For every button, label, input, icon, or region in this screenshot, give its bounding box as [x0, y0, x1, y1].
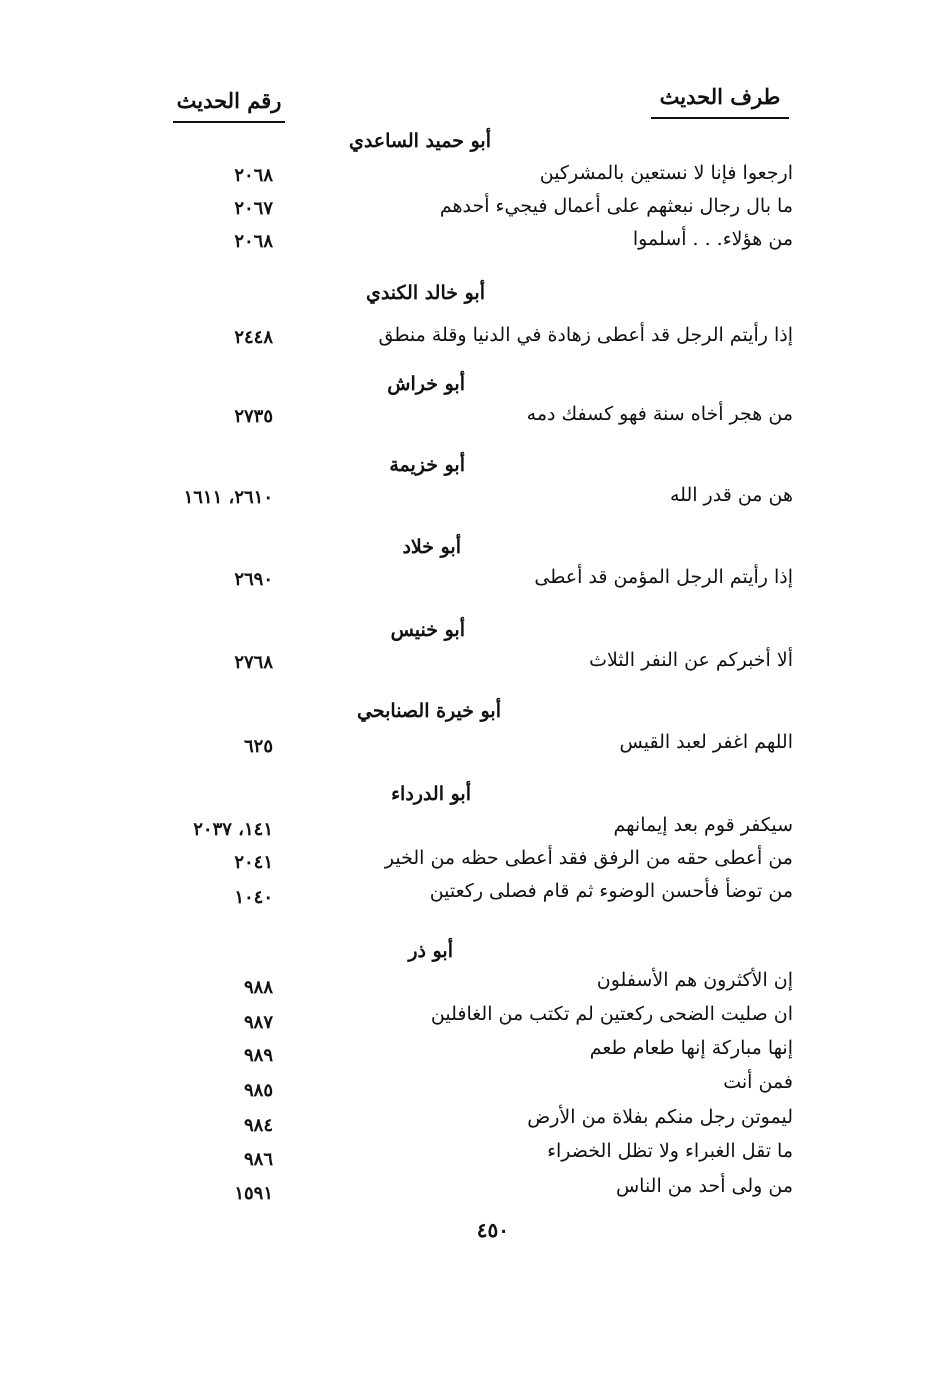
hadith-number: ٢٠٤١	[234, 852, 273, 873]
hadith-number: ٩٨٥	[243, 1080, 273, 1101]
narrator-heading: أبو ذر	[408, 940, 453, 962]
hadith-text: ألا أخبركم عن النفر الثلاث	[589, 649, 793, 671]
hadith-number: ٩٨٦	[243, 1149, 273, 1170]
hadith-number: ٢٠٦٧	[234, 198, 273, 219]
hadith-text: ما تقل الغبراء ولا تظل الخضراء	[547, 1140, 793, 1162]
hadith-number: ٢٧٣٥	[234, 406, 273, 427]
hadith-number: ١٠٤٠	[234, 887, 273, 908]
hadith-number: ٢٤٤٨	[234, 327, 273, 348]
page-number: ٤٥٠	[476, 1218, 509, 1242]
hadith-text: فمن أنت	[723, 1071, 793, 1093]
hadith-number: ٩٨٧	[243, 1012, 273, 1033]
hadith-text: إذا رأيتم الرجل قد أعطى زهادة في الدنيا وقلة منطق	[378, 324, 793, 346]
hadith-number: ٢٧٦٨	[234, 652, 273, 673]
hadith-number: ١٥٩١	[234, 1183, 273, 1204]
hadith-text: من ولى أحد من الناس	[615, 1175, 793, 1197]
hadith-text: ليموتن رجل منكم بفلاة من الأرض	[527, 1106, 793, 1128]
hadith-text: ما بال رجال نبعثهم على أعمال فيجيء أحدهم	[439, 195, 793, 217]
hadith-number: ٢٦٩٠	[234, 569, 273, 590]
narrator-heading: أبو خيرة الصنابحي	[357, 700, 501, 722]
hadith-text: من هؤلاء. . . أسلموا	[632, 228, 793, 250]
hadith-text: من أعطى حقه من الرفق فقد أعطى حظه من الخير	[384, 847, 793, 869]
hadith-number: ٩٨٤	[243, 1115, 273, 1136]
column-header-hadith-label: طرف الحديث	[659, 84, 781, 109]
hadith-number: ٢٠٦٨	[234, 231, 273, 252]
hadith-text: اللهم اغفر لعبد القيس	[619, 731, 793, 753]
hadith-number: ١٤١، ٢٠٣٧	[193, 819, 273, 840]
hadith-number: ٩٨٨	[243, 977, 273, 998]
column-header-hadith	[651, 84, 789, 109]
narrator-heading: أبو خلاد	[402, 536, 461, 558]
hadith-text: هن من قدر الله	[669, 484, 793, 506]
hadith-number: ٢٦١٠، ١٦١١	[183, 487, 273, 508]
hadith-text: إذا رأيتم الرجل المؤمن قد أعطى	[534, 566, 793, 588]
hadith-number: ٦٢٥	[243, 736, 273, 757]
hadith-text: من توضأ فأحسن الوضوء ثم قام فصلى ركعتين	[429, 880, 793, 902]
narrator-heading: أبو خزيمة	[389, 454, 465, 476]
hadith-text: من هجر أخاه سنة فهو كسفك دمه	[526, 403, 793, 425]
column-header-number-label: رقم الحديث	[176, 88, 282, 113]
hadith-text: ارجعوا فإنا لا نستعين بالمشركين	[539, 162, 793, 184]
hadith-number: ٩٨٩	[243, 1045, 273, 1066]
header-underline	[651, 117, 789, 119]
narrator-heading: أبو خنيس	[390, 619, 465, 641]
hadith-number: ٢٠٦٨	[234, 165, 273, 186]
narrator-heading: أبو خالد الكندي	[365, 282, 485, 304]
hadith-text: إنها مباركة إنها طعام طعم	[589, 1037, 793, 1059]
hadith-text: إن الأكثرون هم الأسفلون	[596, 969, 793, 991]
narrator-heading: أبو خراش	[387, 373, 465, 395]
column-header-number	[173, 88, 285, 113]
narrator-heading: أبو حميد الساعدي	[348, 130, 491, 152]
hadith-text: ان صليت الضحى ركعتين لم تكتب من الغافلين	[430, 1003, 793, 1025]
narrator-heading: أبو الدرداء	[391, 783, 471, 805]
header-underline	[173, 121, 285, 123]
hadith-text: سيكفر قوم بعد إيمانهم	[613, 814, 793, 836]
